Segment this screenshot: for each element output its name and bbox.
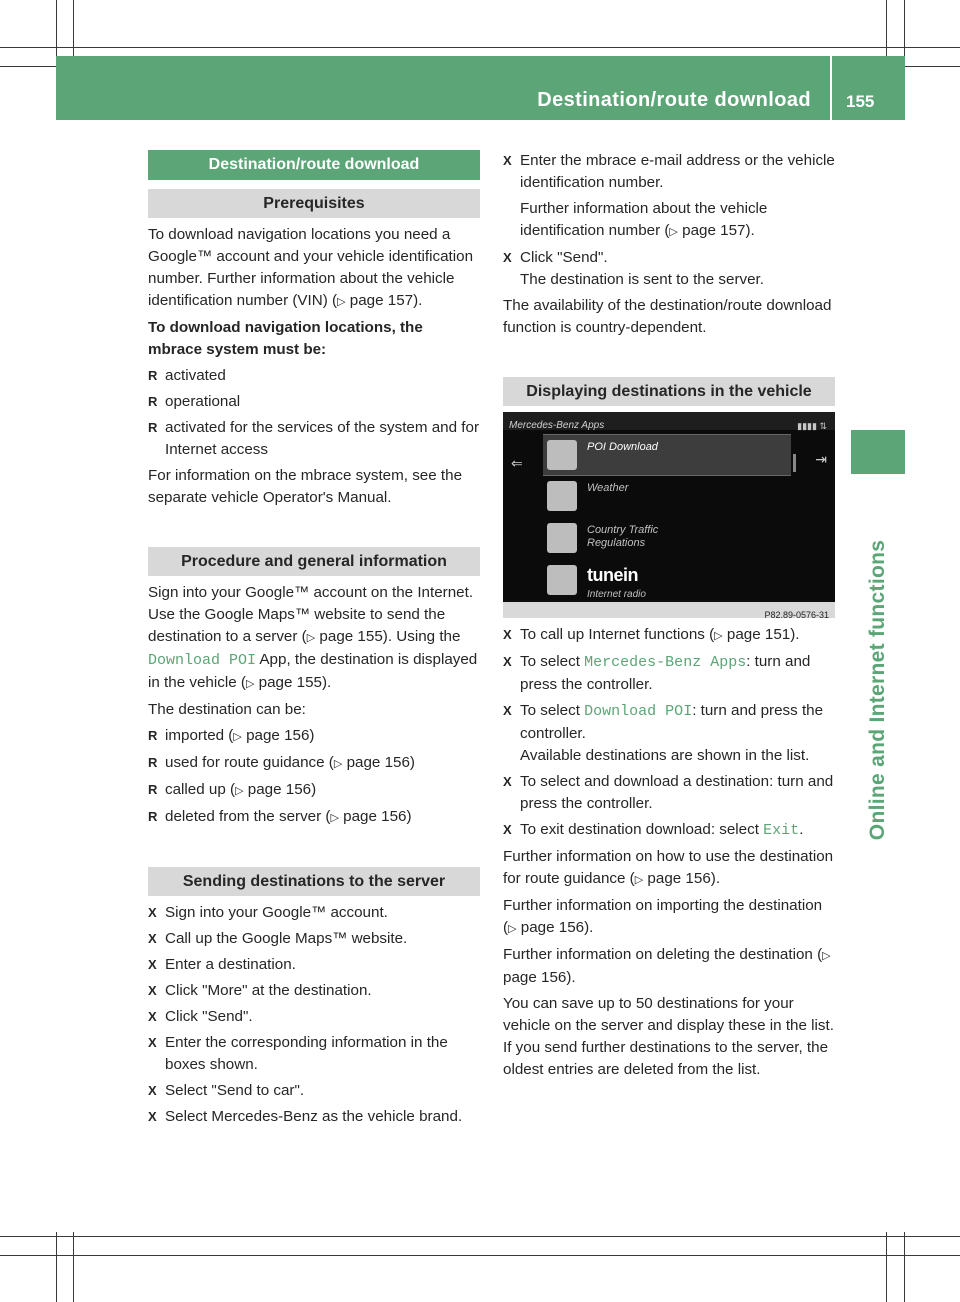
list-item: R activated [148, 365, 480, 387]
page-ref-arrow-icon: ▷ [634, 874, 644, 886]
step-item: X To select Mercedes-Benz Apps: turn and press the controller. [503, 653, 811, 693]
bullet-icon: R [148, 394, 158, 409]
page-ref-arrow-icon: ▷ [245, 678, 255, 690]
bullet-icon: R [148, 728, 158, 743]
step-item: X Enter the corresponding information in the boxes shown. [148, 1034, 448, 1073]
screen-header: Mercedes-Benz Apps [509, 420, 605, 431]
bullet-icon: R [148, 782, 158, 797]
bullet-icon: R [148, 368, 158, 383]
page-ref-arrow-icon: ▷ [235, 785, 244, 797]
mercedes-benz-apps-label: Mercedes-Benz Apps [584, 654, 747, 671]
step-arrow-icon: X [148, 931, 157, 946]
download-poi-label: Download POI [584, 703, 693, 720]
step-item: X Select "Send to car". [148, 1080, 480, 1102]
further-info-deleting: Further information on deleting the destination (▷ page 156). [503, 946, 831, 986]
page-ref-arrow-icon: ▷ [333, 758, 343, 770]
section-title: Destination/route download [148, 150, 480, 180]
list-item: R operational [148, 391, 480, 413]
list-item: R used for route guidance (▷ page 156) [148, 752, 480, 775]
screen-list-item: POI Download [543, 434, 791, 476]
page-ref-arrow-icon: ▷ [822, 950, 831, 962]
step-item: X Enter a destination. [148, 954, 480, 976]
exit-label: Exit [763, 822, 800, 839]
screen-list-item: tunein Internet radio [543, 560, 791, 600]
scroll-indicator [793, 454, 796, 472]
download-poi-app-label: Download POI [148, 652, 257, 669]
signal-icon: ▮▮▮▮ ⇅ [797, 421, 827, 431]
back-icon: ⇐ [511, 455, 523, 471]
step-arrow-icon: X [148, 983, 157, 998]
list-item: R deleted from the server (▷ page 156) [148, 806, 480, 829]
crop-mark [56, 1232, 57, 1302]
save-limit-note: You can save up to 50 destinations for your vehicle on the server and display these in the list. If you send further destinations to the server, the oldest entries are deleted from the list. [503, 995, 834, 1078]
exit-icon: ⇥ [815, 451, 827, 467]
further-info-importing: Further information on importing the destination (▷ page 156). [503, 897, 823, 936]
screen-header-bar [503, 412, 835, 430]
mbrace-note: For information on the mbrace system, see the separate vehicle Operator's Manual. [148, 467, 463, 506]
crop-mark [73, 1232, 74, 1302]
destination-options-intro: The destination can be: [148, 701, 306, 718]
page-ref-arrow-icon: ▷ [714, 630, 723, 642]
image-caption: P82.89-0576-31 [764, 610, 829, 618]
page-ref-arrow-icon: ▷ [337, 296, 346, 308]
tunein-icon [547, 565, 577, 595]
crop-mark [886, 1232, 887, 1302]
procedure-text: Sign into your Google™ account on the Internet. Use the Google Maps™ website to send the destination to a server (▷ page 155). Using the Download POI App, the destination is displayed in the vehicle (▷ page 155). [148, 584, 478, 691]
step-arrow-icon: X [503, 703, 512, 718]
crop-mark [0, 1236, 960, 1237]
step-arrow-icon: X [148, 1035, 157, 1050]
left-column [148, 150, 480, 1132]
chapter-tab [851, 430, 905, 474]
bullet-icon: R [148, 755, 158, 770]
step-item: X Click "More" at the destination. [148, 980, 480, 1002]
bullet-icon: R [148, 809, 158, 824]
step-arrow-icon: X [503, 627, 512, 642]
page-ref-arrow-icon: ▷ [508, 923, 517, 935]
step-item: X To select Download POI: turn and press the controller. Available destinations are shown in the list. [503, 702, 824, 764]
step-item: X Enter the mbrace e-mail address or the vehicle identification number. [503, 152, 835, 191]
step-arrow-icon: X [503, 250, 512, 265]
step-item: X Click "Send". The destination is sent to the server. [503, 249, 764, 288]
vin-note: Further information about the vehicle identification number (▷ page 157). [520, 200, 768, 239]
page-header [56, 56, 905, 120]
step-result: Available destinations are shown in the list. [520, 747, 810, 764]
page-ref-arrow-icon: ▷ [669, 226, 678, 238]
step-arrow-icon: X [503, 774, 512, 789]
page-ref-arrow-icon: ▷ [233, 731, 242, 743]
step-result: The destination is sent to the server. [520, 271, 764, 288]
mbrace-requirement-intro: To download navigation locations, the mbrace system must be: [148, 319, 423, 358]
page-number: 155 [846, 92, 875, 111]
step-item: X To select and download a destination: turn and press the controller. [503, 773, 834, 812]
weather-icon [547, 481, 577, 511]
prerequisites-heading: Prerequisites [148, 189, 480, 218]
step-arrow-icon: X [148, 1083, 157, 1098]
step-item: X To call up Internet functions (▷ page 151). [503, 624, 835, 647]
prerequisites-text: To download navigation locations you need a Google™ account and your vehicle identification number. Further information about the vehicle identification number (VIN) (▷ page 157). [148, 226, 474, 309]
poi-download-icon [547, 440, 577, 470]
procedure-heading: Procedure and general information [148, 547, 480, 576]
page-ref-arrow-icon: ▷ [330, 812, 339, 824]
crop-mark [0, 47, 960, 48]
bullet-icon: R [148, 420, 158, 435]
page-ref-arrow-icon: ▷ [306, 632, 316, 644]
further-info-guidance: Further information on how to use the destination for route guidance (▷ page 156). [503, 848, 834, 887]
header-title: Destination/route download [537, 89, 811, 111]
step-arrow-icon: X [503, 822, 512, 837]
step-arrow-icon: X [148, 1109, 157, 1124]
step-arrow-icon: X [148, 957, 157, 972]
header-divider [830, 56, 832, 120]
availability-note: The availability of the destination/route download function is country-dependent. [503, 297, 832, 336]
screen-list-item: Weather [543, 476, 791, 516]
step-arrow-icon: X [148, 1009, 157, 1024]
sending-heading: Sending destinations to the server [148, 867, 480, 896]
step-item: X Select Mercedes-Benz as the vehicle brand. [148, 1106, 480, 1128]
step-item: X Click "Send". [148, 1006, 480, 1028]
step-item: X Sign into your Google™ account. [148, 902, 480, 924]
displaying-heading: Displaying destinations in the vehicle [503, 377, 835, 406]
list-item: R imported (▷ page 156) [148, 725, 480, 748]
step-arrow-icon: X [503, 153, 512, 168]
screen-list-item: Country Traffic Regulations [543, 518, 791, 558]
right-column [503, 150, 835, 1085]
chapter-label: Online and Internet functions [866, 539, 889, 841]
crop-mark [0, 1255, 960, 1256]
list-item: R activated for the services of the system and for Internet access [148, 419, 480, 458]
image-caption-bar [503, 602, 835, 618]
step-arrow-icon: X [148, 905, 157, 920]
step-item: X To exit destination download: select Exit. [503, 821, 804, 839]
crop-mark [904, 1232, 905, 1302]
traffic-regulations-icon [547, 523, 577, 553]
step-item: X Call up the Google Maps™ website. [148, 928, 480, 950]
step-arrow-icon: X [503, 654, 512, 669]
vehicle-screen-image [503, 412, 835, 618]
list-item: R called up (▷ page 156) [148, 779, 480, 802]
